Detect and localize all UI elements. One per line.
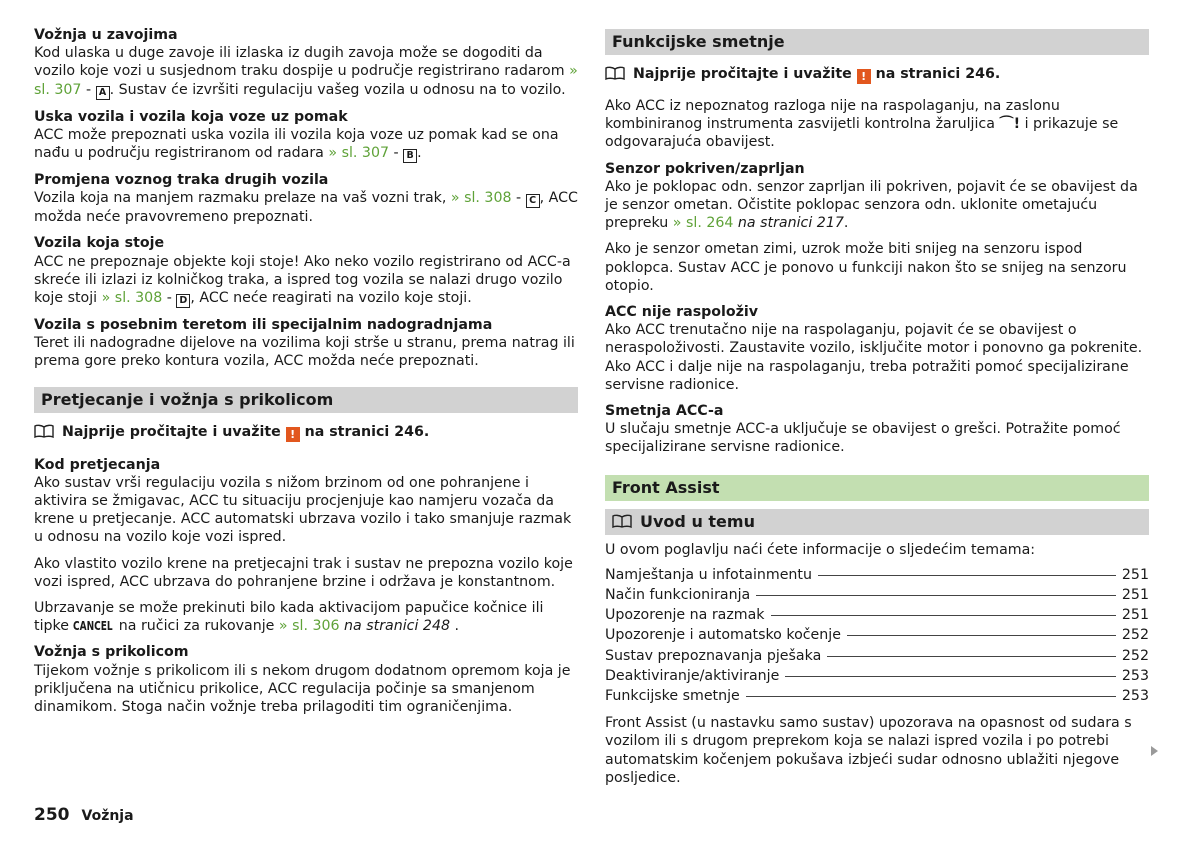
figure-link[interactable]: » sl. 308 bbox=[101, 290, 163, 307]
paragraph-acc-unavailable: Ako ACC trenutačno nije na raspolaganju, pojavit će se obavijest o neraspoloživosti. Zaustavite vozilo, isključite motor i ponovno ga pokrenite. Ako ACC i dalje nije na raspolaganju, treba potražiti pomoć specijalizirane servisne radionice. bbox=[605, 322, 1143, 393]
section-front-assist: Front Assist bbox=[605, 475, 1149, 501]
figure-link[interactable]: » sl. 307 bbox=[34, 63, 578, 98]
warning-icon: ! bbox=[286, 427, 300, 442]
paragraph-sensor-winter: Ako je senzor ometan zimi, uzrok može biti snijeg na senzoru ispod poklopca. Sustav ACC je ponovo u funkciji nakon što se snijeg na senzoru otopio. bbox=[605, 241, 1127, 294]
chapter-name: Vožnja bbox=[81, 808, 134, 824]
heading-acc-unavailable: ACC nije raspoloživ bbox=[605, 304, 759, 321]
section-overtaking: Pretjecanje i vožnja s prikolicom bbox=[34, 387, 578, 413]
heading-sensor-covered: Senzor pokriven/zaprljan bbox=[605, 160, 805, 177]
read-first-note: Najprije pročitajte i uvažite ! na stranici 246. bbox=[605, 65, 1149, 84]
intro-text: U ovom poglavlju naći ćete informacije o sljedećim temama: bbox=[605, 541, 1036, 558]
paragraph-overtaking-1: Ako sustav vrši regulaciju vozila s nižom brzinom od one pohranjene i aktivira se žmigavac, ACC tu situaciju procjenjuje kao namjeru vozača da krene u pretjecanje. ACC automatski ubrzava vozilo i tako smanjuje razmak u odnosu na vozilo koje vozi ispred. bbox=[34, 474, 572, 546]
toc-row[interactable]: Sustav prepoznavanja pješaka 252 bbox=[605, 647, 1149, 664]
book-icon bbox=[612, 514, 632, 528]
figure-label-a: A bbox=[96, 86, 110, 100]
toc-row[interactable]: Upozorenje na razmak 251 bbox=[605, 607, 1149, 624]
paragraph-sensor-covered: Ako je poklopac odn. senzor zaprljan ili pokriven, pojavit će se obavijest da je senzor ometan. Očistite poklopac senzora odn. uklonite ometajuću prepreku » sl. 264 na stranici 217. bbox=[605, 178, 1138, 232]
acc-warning-lamp-icon: ⌒! bbox=[999, 116, 1021, 133]
figure-link[interactable]: » sl. 264 bbox=[672, 215, 734, 232]
toc-row[interactable]: Upozorenje i automatsko kočenje 252 bbox=[605, 627, 1149, 644]
figure-link[interactable]: » sl. 308 bbox=[450, 190, 512, 207]
toc-row[interactable]: Način funkcioniranja 251 bbox=[605, 587, 1149, 604]
left-column bbox=[34, 26, 578, 716]
paragraph-stationary: ACC ne prepoznaje objekte koji stoje! Ako neko vozilo registrirano od ACC-a skreće ili izlazi iz kolničkog traka, a ispred tog vozila se nalazi drugo vozilo koje stoji » sl. 308 - D , ACC neće reagirati na vozilo koje stoji. bbox=[34, 253, 571, 307]
toc-row[interactable]: Funkcijske smetnje 253 bbox=[605, 688, 1149, 705]
paragraph-lane-change: Vozila koja na manjem razmaku prelaze na vaš vozni trak, » sl. 308 - C , ACC možda neće pravovremeno prepoznati. bbox=[34, 190, 578, 226]
heading-narrow-vehicles: Uska vozila i vozila koja voze uz pomak bbox=[34, 108, 348, 125]
figure-label-b: B bbox=[403, 149, 417, 163]
figure-link[interactable]: » sl. 306 bbox=[278, 618, 340, 635]
heading-overtaking: Kod pretjecanja bbox=[34, 456, 161, 473]
section-faults: Funkcijske smetnje bbox=[605, 29, 1149, 55]
toc-row[interactable]: Deaktiviranje/aktiviranje 253 bbox=[605, 667, 1149, 684]
paragraph-acc-fault: U slučaju smetnje ACC-a uključuje se obavijest o grešci. Potražite pomoć specijalizirane servisne radionice. bbox=[605, 421, 1121, 456]
book-icon bbox=[605, 66, 625, 80]
paragraph-front-assist: Front Assist (u nastavku samo sustav) upozorava na opasnost od sudara s vozilom ili s drugom preprekom koja se nalazi ispred vozila i po potrebi automatskim kočenjem pokušava izbjeći sudar odnosno ublažiti njegove posljedice. bbox=[605, 715, 1132, 786]
page-footer bbox=[34, 805, 134, 825]
heading-acc-fault: Smetnja ACC-a bbox=[605, 403, 724, 420]
paragraph-special-load: Teret ili nadogradne dijelove na vozilima koji strše u stranu, prema natrag ili prema gore preko kontura vozila, ACC možda neće prepoznati. bbox=[34, 335, 575, 370]
table-of-contents bbox=[605, 565, 1149, 706]
paragraph-trailer: Tijekom vožnje s prikolicom ili s nekom drugom dodatnom opremom koja je priključena na utičnicu prikolice, ACC regulacija počinje sa smanjenom dinamikom. Stoga način vožnje treba prilagoditi tim ograničenjima. bbox=[34, 662, 571, 716]
read-first-note: Najprije pročitajte i uvažite ! na stranici 246. bbox=[34, 423, 578, 442]
page-number: 250 bbox=[34, 805, 70, 825]
heading-stationary: Vozila koja stoje bbox=[34, 235, 165, 252]
heading-special-load: Vozila s posebnim teretom ili specijalnim nadogradnjama bbox=[34, 317, 493, 334]
cancel-key-label: CANCEL bbox=[73, 619, 114, 634]
right-column bbox=[605, 29, 1149, 787]
heading-curves: Vožnja u zavojima bbox=[34, 27, 178, 43]
figure-label-d: D bbox=[176, 294, 190, 308]
figure-label-c: C bbox=[526, 194, 540, 208]
toc-row[interactable]: Namještanja u infotainmentu 251 bbox=[605, 566, 1149, 583]
figure-link[interactable]: » sl. 307 bbox=[328, 145, 389, 162]
paragraph-narrow-vehicles: ACC može prepoznati uska vozila ili vozila koja voze uz pomak kad se ona nađu u području registriranom od radara » sl. 307 - B . bbox=[34, 126, 559, 162]
continue-arrow-icon bbox=[1151, 746, 1158, 756]
paragraph-faults-intro: Ako ACC iz nepoznatog razloga nije na raspolaganju, na zaslonu kombiniranog instrumenta zasvijetli kontrolna žaruljica ⌒! i prikazuje se odgovarajuća obavijest. bbox=[605, 98, 1119, 151]
heading-trailer: Vožnja s prikolicom bbox=[34, 644, 189, 661]
warning-icon: ! bbox=[857, 69, 871, 84]
paragraph-overtaking-3: Ubrzavanje se može prekinuti bilo kada aktivacijom papučice kočnice ili tipke CANCEL na ručici za rukovanje » sl. 306 na stranici 248 . bbox=[34, 600, 544, 635]
book-icon bbox=[34, 424, 54, 438]
paragraph-curves: Kod ulaska u duge zavoje ili izlaska iz dugih zavoja može se dogoditi da vozilo koje vozi u susjednom traku dospije u područje registrirano radarom » sl. 307 - A . Sustav će izvršiti regulaciju vašeg vozila u odnosu na to vozilo. bbox=[34, 45, 578, 98]
section-intro: Uvod u temu bbox=[605, 509, 1149, 535]
heading-lane-change: Promjena voznog traka drugih vozila bbox=[34, 172, 329, 189]
paragraph-overtaking-2: Ako vlastito vozilo krene na pretjecajni trak i sustav ne prepozna vozilo koje vozi ispred, ACC ubrzava do pohranjene brzine i održava je konstantnom. bbox=[34, 555, 573, 590]
